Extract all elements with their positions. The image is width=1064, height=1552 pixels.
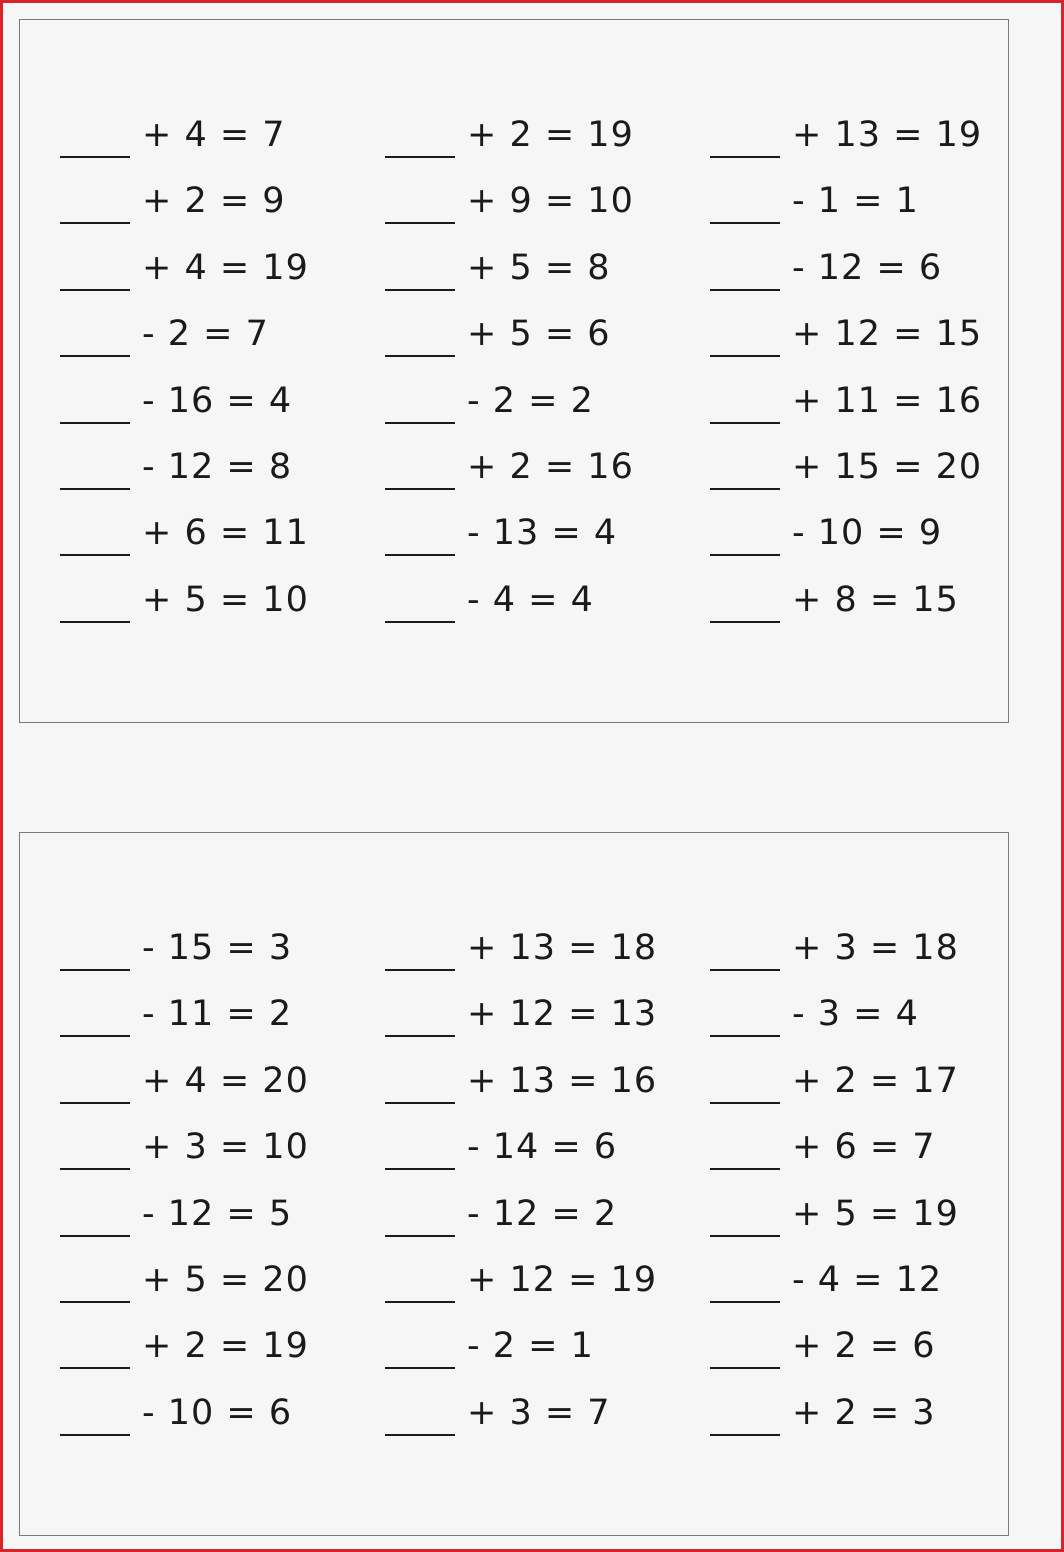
answer-blank[interactable] — [385, 577, 455, 623]
exercise-row — [385, 178, 710, 244]
exercise-row — [385, 1323, 710, 1389]
answer-blank[interactable] — [60, 1124, 130, 1170]
exercise-row — [710, 1191, 1035, 1257]
equation-text: + 2 = 3 — [792, 1392, 936, 1433]
answer-blank[interactable] — [60, 991, 130, 1037]
equation-text: + 2 = 19 — [142, 1326, 309, 1367]
equation-text: - 12 = 8 — [142, 446, 293, 487]
equation-text: + 5 = 10 — [142, 579, 309, 620]
equation-text: - 4 = 4 — [467, 579, 594, 620]
exercise-column — [710, 112, 1035, 643]
answer-blank[interactable] — [710, 991, 780, 1037]
answer-blank[interactable] — [385, 1058, 455, 1104]
exercise-row — [60, 1323, 385, 1389]
answer-blank[interactable] — [385, 1323, 455, 1369]
exercise-row — [385, 1058, 710, 1124]
equation-text: + 8 = 15 — [792, 579, 959, 620]
equation-text: - 14 = 6 — [467, 1127, 618, 1168]
exercise-row — [710, 510, 1035, 576]
answer-blank[interactable] — [710, 245, 780, 291]
equation-text: - 12 = 5 — [142, 1193, 293, 1234]
equation-text: - 11 = 2 — [142, 994, 293, 1035]
equation-text: + 12 = 19 — [467, 1259, 658, 1300]
equation-text: - 10 = 6 — [142, 1392, 293, 1433]
equation-text: - 3 = 4 — [792, 994, 919, 1035]
exercise-row — [385, 112, 710, 178]
equation-text: - 2 = 2 — [467, 380, 594, 421]
exercise-row — [710, 378, 1035, 444]
exercise-row — [60, 245, 385, 311]
equation-text: + 3 = 10 — [142, 1127, 309, 1168]
equation-text: + 3 = 7 — [467, 1392, 611, 1433]
exercise-column — [60, 925, 385, 1456]
answer-blank[interactable] — [60, 245, 130, 291]
equation-text: + 5 = 6 — [467, 314, 611, 355]
exercise-row — [60, 1124, 385, 1190]
answer-blank[interactable] — [710, 925, 780, 971]
exercise-row — [385, 1124, 710, 1190]
exercise-row — [60, 378, 385, 444]
equation-text: + 15 = 20 — [792, 446, 983, 487]
worksheet-panel-1 — [19, 19, 1009, 723]
answer-blank[interactable] — [710, 510, 780, 556]
equation-text: + 2 = 6 — [792, 1326, 936, 1367]
exercise-row — [710, 991, 1035, 1057]
equation-text: + 5 = 20 — [142, 1259, 309, 1300]
exercise-column — [385, 112, 710, 643]
exercise-row — [385, 925, 710, 991]
answer-blank[interactable] — [60, 378, 130, 424]
exercise-row — [60, 1058, 385, 1124]
answer-blank[interactable] — [60, 178, 130, 224]
answer-blank[interactable] — [710, 378, 780, 424]
answer-blank[interactable] — [385, 378, 455, 424]
answer-blank[interactable] — [710, 1124, 780, 1170]
answer-blank[interactable] — [60, 1191, 130, 1237]
answer-blank[interactable] — [710, 444, 780, 490]
answer-blank[interactable] — [60, 112, 130, 158]
exercise-column — [385, 925, 710, 1456]
answer-blank[interactable] — [385, 112, 455, 158]
equation-text: + 11 = 16 — [792, 380, 983, 421]
answer-blank[interactable] — [385, 991, 455, 1037]
exercise-row — [60, 1257, 385, 1323]
exercise-row — [60, 991, 385, 1057]
equation-text: + 3 = 18 — [792, 928, 959, 968]
exercise-row — [710, 577, 1035, 643]
answer-blank[interactable] — [385, 1191, 455, 1237]
equation-text: + 2 = 16 — [467, 446, 634, 487]
answer-blank[interactable] — [385, 1257, 455, 1303]
answer-blank[interactable] — [385, 178, 455, 224]
answer-blank[interactable] — [60, 1058, 130, 1104]
answer-blank[interactable] — [385, 1390, 455, 1436]
equation-text: - 12 = 2 — [467, 1193, 618, 1234]
equation-text: + 4 = 7 — [142, 115, 286, 155]
answer-blank[interactable] — [710, 1323, 780, 1369]
equation-text: - 13 = 4 — [467, 513, 618, 554]
equation-text: - 12 = 6 — [792, 247, 943, 288]
equation-text: + 13 = 19 — [792, 115, 983, 155]
answer-blank[interactable] — [60, 1390, 130, 1436]
exercise-row — [710, 1124, 1035, 1190]
exercise-row — [60, 577, 385, 643]
answer-blank[interactable] — [60, 444, 130, 490]
exercise-row — [710, 245, 1035, 311]
equation-text: + 5 = 8 — [467, 247, 611, 288]
answer-blank[interactable] — [60, 1257, 130, 1303]
answer-blank[interactable] — [710, 1058, 780, 1104]
equation-text: + 9 = 10 — [467, 181, 634, 222]
exercise-row — [710, 1390, 1035, 1456]
equation-text: - 1 = 1 — [792, 181, 919, 222]
equation-text: + 2 = 17 — [792, 1060, 959, 1101]
exercise-row — [60, 112, 385, 178]
exercise-row — [60, 510, 385, 576]
equation-text: + 6 = 11 — [142, 513, 309, 554]
exercise-row — [385, 311, 710, 377]
equation-text: + 2 = 9 — [142, 181, 286, 222]
equation-text: - 4 = 12 — [792, 1259, 943, 1300]
exercise-column — [710, 925, 1035, 1456]
answer-blank[interactable] — [710, 1390, 780, 1436]
answer-blank[interactable] — [60, 1323, 130, 1369]
equation-text: - 15 = 3 — [142, 928, 293, 968]
exercise-row — [385, 991, 710, 1057]
exercise-row — [385, 1257, 710, 1323]
equation-text: + 6 = 7 — [792, 1127, 936, 1168]
answer-blank[interactable] — [710, 178, 780, 224]
exercise-row — [710, 112, 1035, 178]
equation-text: + 2 = 19 — [467, 115, 634, 155]
equation-text: + 4 = 20 — [142, 1060, 309, 1101]
equation-text: + 12 = 13 — [467, 994, 658, 1035]
exercise-row — [385, 378, 710, 444]
answer-blank[interactable] — [710, 1191, 780, 1237]
exercise-row — [60, 925, 385, 991]
exercise-column — [60, 112, 385, 643]
worksheet-panel-2 — [19, 832, 1009, 1536]
equation-text: - 2 = 7 — [142, 314, 269, 355]
answer-blank[interactable] — [710, 1257, 780, 1303]
exercise-row — [385, 1191, 710, 1257]
exercise-row — [60, 311, 385, 377]
answer-blank[interactable] — [60, 311, 130, 357]
answer-blank[interactable] — [385, 925, 455, 971]
exercise-row — [60, 444, 385, 510]
answer-blank[interactable] — [60, 510, 130, 556]
answer-blank[interactable] — [385, 1124, 455, 1170]
equation-text: + 5 = 19 — [792, 1193, 959, 1234]
exercise-grid — [60, 112, 1035, 643]
exercise-row — [60, 178, 385, 244]
answer-blank[interactable] — [385, 510, 455, 556]
answer-blank[interactable] — [710, 311, 780, 357]
exercise-row — [385, 1390, 710, 1456]
exercise-row — [710, 1058, 1035, 1124]
exercise-row — [60, 1390, 385, 1456]
answer-blank[interactable] — [60, 577, 130, 623]
equation-text: + 13 = 18 — [467, 928, 658, 968]
exercise-row — [385, 510, 710, 576]
exercise-row — [385, 444, 710, 510]
exercise-row — [710, 444, 1035, 510]
equation-text: + 13 = 16 — [467, 1060, 658, 1101]
exercise-row — [710, 1323, 1035, 1389]
answer-blank[interactable] — [385, 311, 455, 357]
answer-blank[interactable] — [385, 245, 455, 291]
exercise-row — [710, 925, 1035, 991]
equation-text: - 10 = 9 — [792, 513, 943, 554]
exercise-row — [385, 577, 710, 643]
exercise-row — [710, 1257, 1035, 1323]
equation-text: + 12 = 15 — [792, 314, 983, 355]
exercise-row — [60, 1191, 385, 1257]
exercise-row — [710, 311, 1035, 377]
exercise-row — [710, 178, 1035, 244]
answer-blank[interactable] — [60, 925, 130, 971]
exercise-grid — [60, 925, 1035, 1456]
equation-text: - 16 = 4 — [142, 380, 293, 421]
answer-blank[interactable] — [385, 444, 455, 490]
equation-text: + 4 = 19 — [142, 247, 309, 288]
equation-text: - 2 = 1 — [467, 1326, 594, 1367]
answer-blank[interactable] — [710, 112, 780, 158]
answer-blank[interactable] — [710, 577, 780, 623]
exercise-row — [385, 245, 710, 311]
